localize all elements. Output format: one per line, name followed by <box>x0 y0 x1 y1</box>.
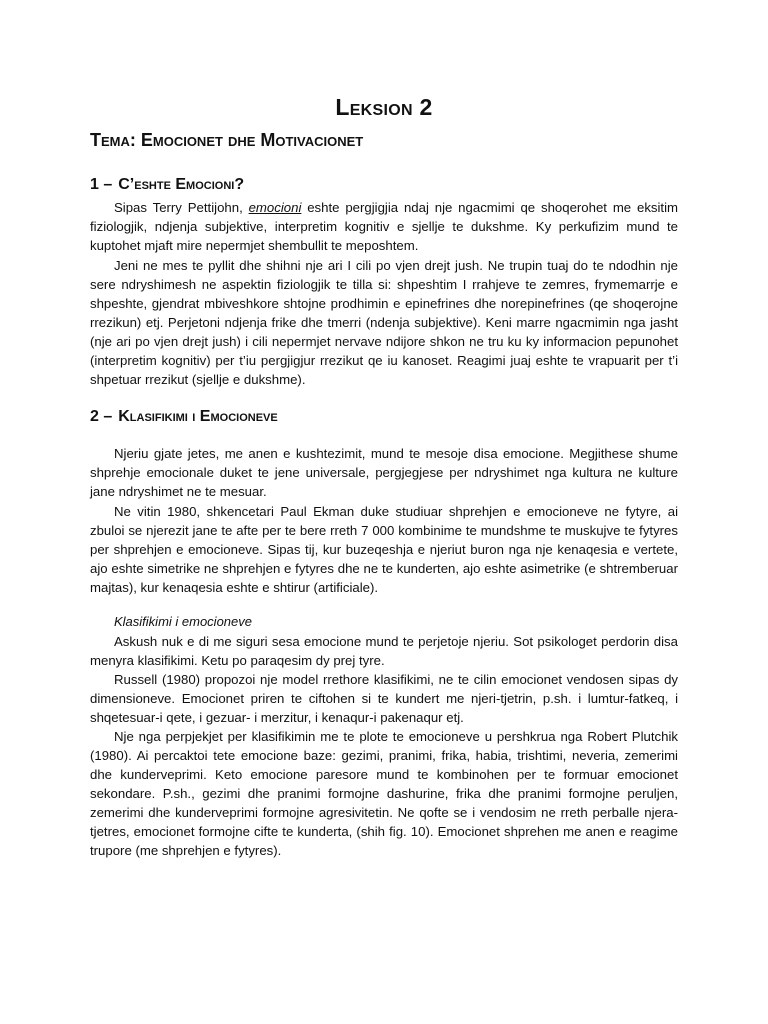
section2-paragraph-3: Askush nuk e di me siguri sesa emocione mund te perjetoje njeriu. Sot psikologet perdorin disa menyra klasifikimi. Ketu po paraqesim dy prej tyre. <box>90 634 678 668</box>
section1-p1-intro: Sipas Terry Pettijohn, <box>114 200 249 215</box>
lesson-subtitle: Tema: Emocionet dhe Motivacionet <box>90 130 364 150</box>
section2-paragraph-1: Njeriu gjate jetes, me anen e kushtezimit, mund te mesoje disa emocione. Megjithese shume shprehje emocionale duket te jene universale, pergjegjese per ndryshimet nga kultura ne kulture jane ndryshimet ne te mesuar. <box>90 446 678 499</box>
section1-p1-rest: eshte pergjigjia ndaj nje ngacmimi qe shoqerohet me eksitim fiziologjik, ndjenja subjektive, interpretim kognitiv e sjellje te dukshme. Ky perkufizim mund te kuptohet mjaft mire nepermjet shembullit te meposhtem. <box>90 200 679 253</box>
section1-paragraph-1 <box>90 198 678 255</box>
emocioni-term: emocioni <box>248 200 302 215</box>
section1-title: C’eshte Emocioni? <box>118 176 245 193</box>
classification-subheading: Klasifikimi i emocioneve <box>114 614 252 629</box>
section2-paragraph-5: Nje nga perpjekjet per klasifikimin me te plote te emocioneve u pershkrua nga Robert Plutchik (1980). Ai percaktoi tete emocione baze: gezimi, pranimi, frika, habia, trishtimi, neveria, zemerimi dhe kunderveprimi. Keto emocione paresore mund te kombinohen per te formuar emocionet sekondare. P.sh., gezimi dhe pranimi formojne dashurine, frika dhe pranimi formojne peruljen, zemerimi dhe kunderveprimi formojne agresivitetin. Ne qofte se i vendosim ne rreth perballe njera-tjetres, emocionet formojne cifte te kunderta, (shih fig. 10). Emocionet shprehen me anen e reagime trupore (me shprehjen e fytyres). <box>90 729 678 858</box>
section1-heading <box>90 176 244 194</box>
section1-number: 1 – <box>90 176 113 193</box>
lesson-title: Leksion 2 <box>335 94 433 120</box>
section2-paragraph-4: Russell (1980) propozoi nje model rrethore klasifikimi, ne te cilin emocionet vendosen sipas dy dimensioneve. Emocionet priren te ciftohen si te kundert me njeri-tjetrin, p.sh. i lumtur-fatkeq, i shqetesuar-i qete, i gezuar- i merzitur, i kenaqur-i pakenaqur etj. <box>90 672 678 725</box>
section2-title: Klasifikimi i Emocioneve <box>118 408 278 425</box>
section1-paragraph-2: Jeni ne mes te pyllit dhe shihni nje ari I cili po vjen drejt jush. Ne trupin tuaj do te ndodhin nje sere ndryshimesh ne aspektin fiziologjik te tilla si: shpeshtim I rrahjeve te zemres, frymemarrje e shpeshte, gjendrat mbiveshkore shtojne prodhimin e epinefrines dhe norepinefrines (qe shoqerojne rrezikun) etj. Perjetoni ndjenja frike dhe tmerri (ndenja subjektive). Keni marre ngacmimin nga jasht (nje ari po vjen drejt jush) i cili nepermjet nervave ndijore shkon ne tru ku ky informacion pepunohet (interpretim kognitiv) per t’iu pergjigjur rrezikut qe iu kanoset. Reagimi juaj eshte te vrapuarit per t’i shpetuar rrezikut (sjellje e dukshme). <box>90 258 678 387</box>
section2-number: 2 – <box>90 408 113 425</box>
section2-paragraph-2: Ne vitin 1980, shkencetari Paul Ekman duke studiuar shprehjen e emocioneve ne fytyre, ai zbuloi se njerezit jane te afte per te bere rreth 7 000 kombinime te mundshme te muskujve te fytyres per shprehjen e emocioneve. Sipas tij, kur buzeqeshja e njeriut buron nga nje kenaqesia e vertete, ajo eshte simetrike ne shprehjen e fytyres dhe ne te kunderten, ajo eshte asimetrike (e shtremberuar majtas), kur kenaqesia eshte e shtirur (artificiale). <box>90 504 678 595</box>
section2-heading <box>90 408 278 426</box>
